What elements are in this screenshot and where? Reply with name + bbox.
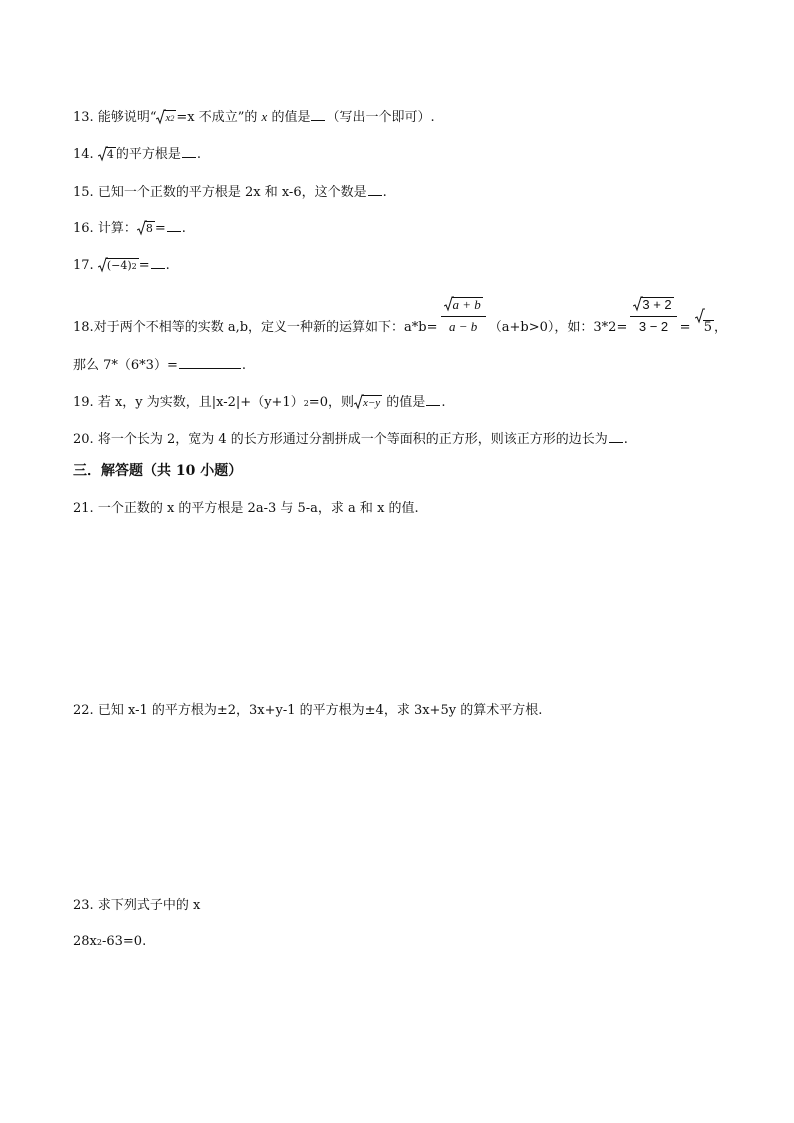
answer-blank[interactable] [368,183,382,196]
question-21: 21. 一个正数的 x 的平方根是 2a-3 与 5-a，求 a 和 x 的值. [73,501,419,516]
answer-blank[interactable] [426,393,440,406]
answer-blank[interactable] [182,145,196,158]
question-23-equation: 28x2-63=0. [73,934,147,949]
answer-blank[interactable] [609,430,623,443]
question-22: 22. 已知 x-1 的平方根为±2，3x+y-1 的平方根为±4，求 3x+5y 的算术平方根. [73,703,543,718]
question-15: 15. 已知一个正数的平方根是 2x 和 x-6，这个数是 . [73,185,387,200]
question-14: 14. 4 的平方根是 . [73,147,201,162]
sqrt-symbol: 8 [137,220,155,236]
answer-blank[interactable] [179,356,241,369]
sqrt-symbol: 5 [695,308,714,324]
question-18: 18.对于两个不相等的实数 a,b，定义一种新的运算如下：a*b= $\frac{a + b}{a - b}$ （a+b>0），如：3*2= $\frac{3 + 2}{3 - 2}$ = 5 ， [73,297,727,335]
question-23: 23. 求下列式子中的 x [73,898,201,913]
sqrt-symbol: x2 [156,109,176,125]
answer-blank[interactable] [167,219,181,232]
question-16: 16. 计算： 8 = . [73,221,186,236]
section-heading: 三．解答题（共 10 小题） [73,463,243,479]
question-19: 19. 若 x，y 为实数，且|x-2|+（y+1）2=0，则 x−y 的值是 . [73,395,446,410]
answer-blank[interactable] [311,108,325,121]
question-17: 17. (−4)2 = . [73,258,170,273]
fraction-a-b: $\frac{a + b}{a - b}$ [441,296,486,335]
answer-blank[interactable] [151,256,165,269]
sqrt-symbol: 4 [98,146,116,162]
question-20: 20. 将一个长为 2，宽为 4 的长方形通过分割拼成一个等面积的正方形，则该正方形的边长为 . [73,432,628,447]
sqrt-symbol: (−4)2 [98,257,139,273]
sqrt-symbol: x−y [354,394,382,410]
question-18-line2: 那么 7*（6*3）= . [73,358,246,373]
question-13: 13. 能够说明“ x2 =x 不成立”的 x 的值是 （写出一个即可）. [73,109,435,125]
fraction-example: $\frac{3 + 2}{3 - 2}$ [630,296,676,335]
